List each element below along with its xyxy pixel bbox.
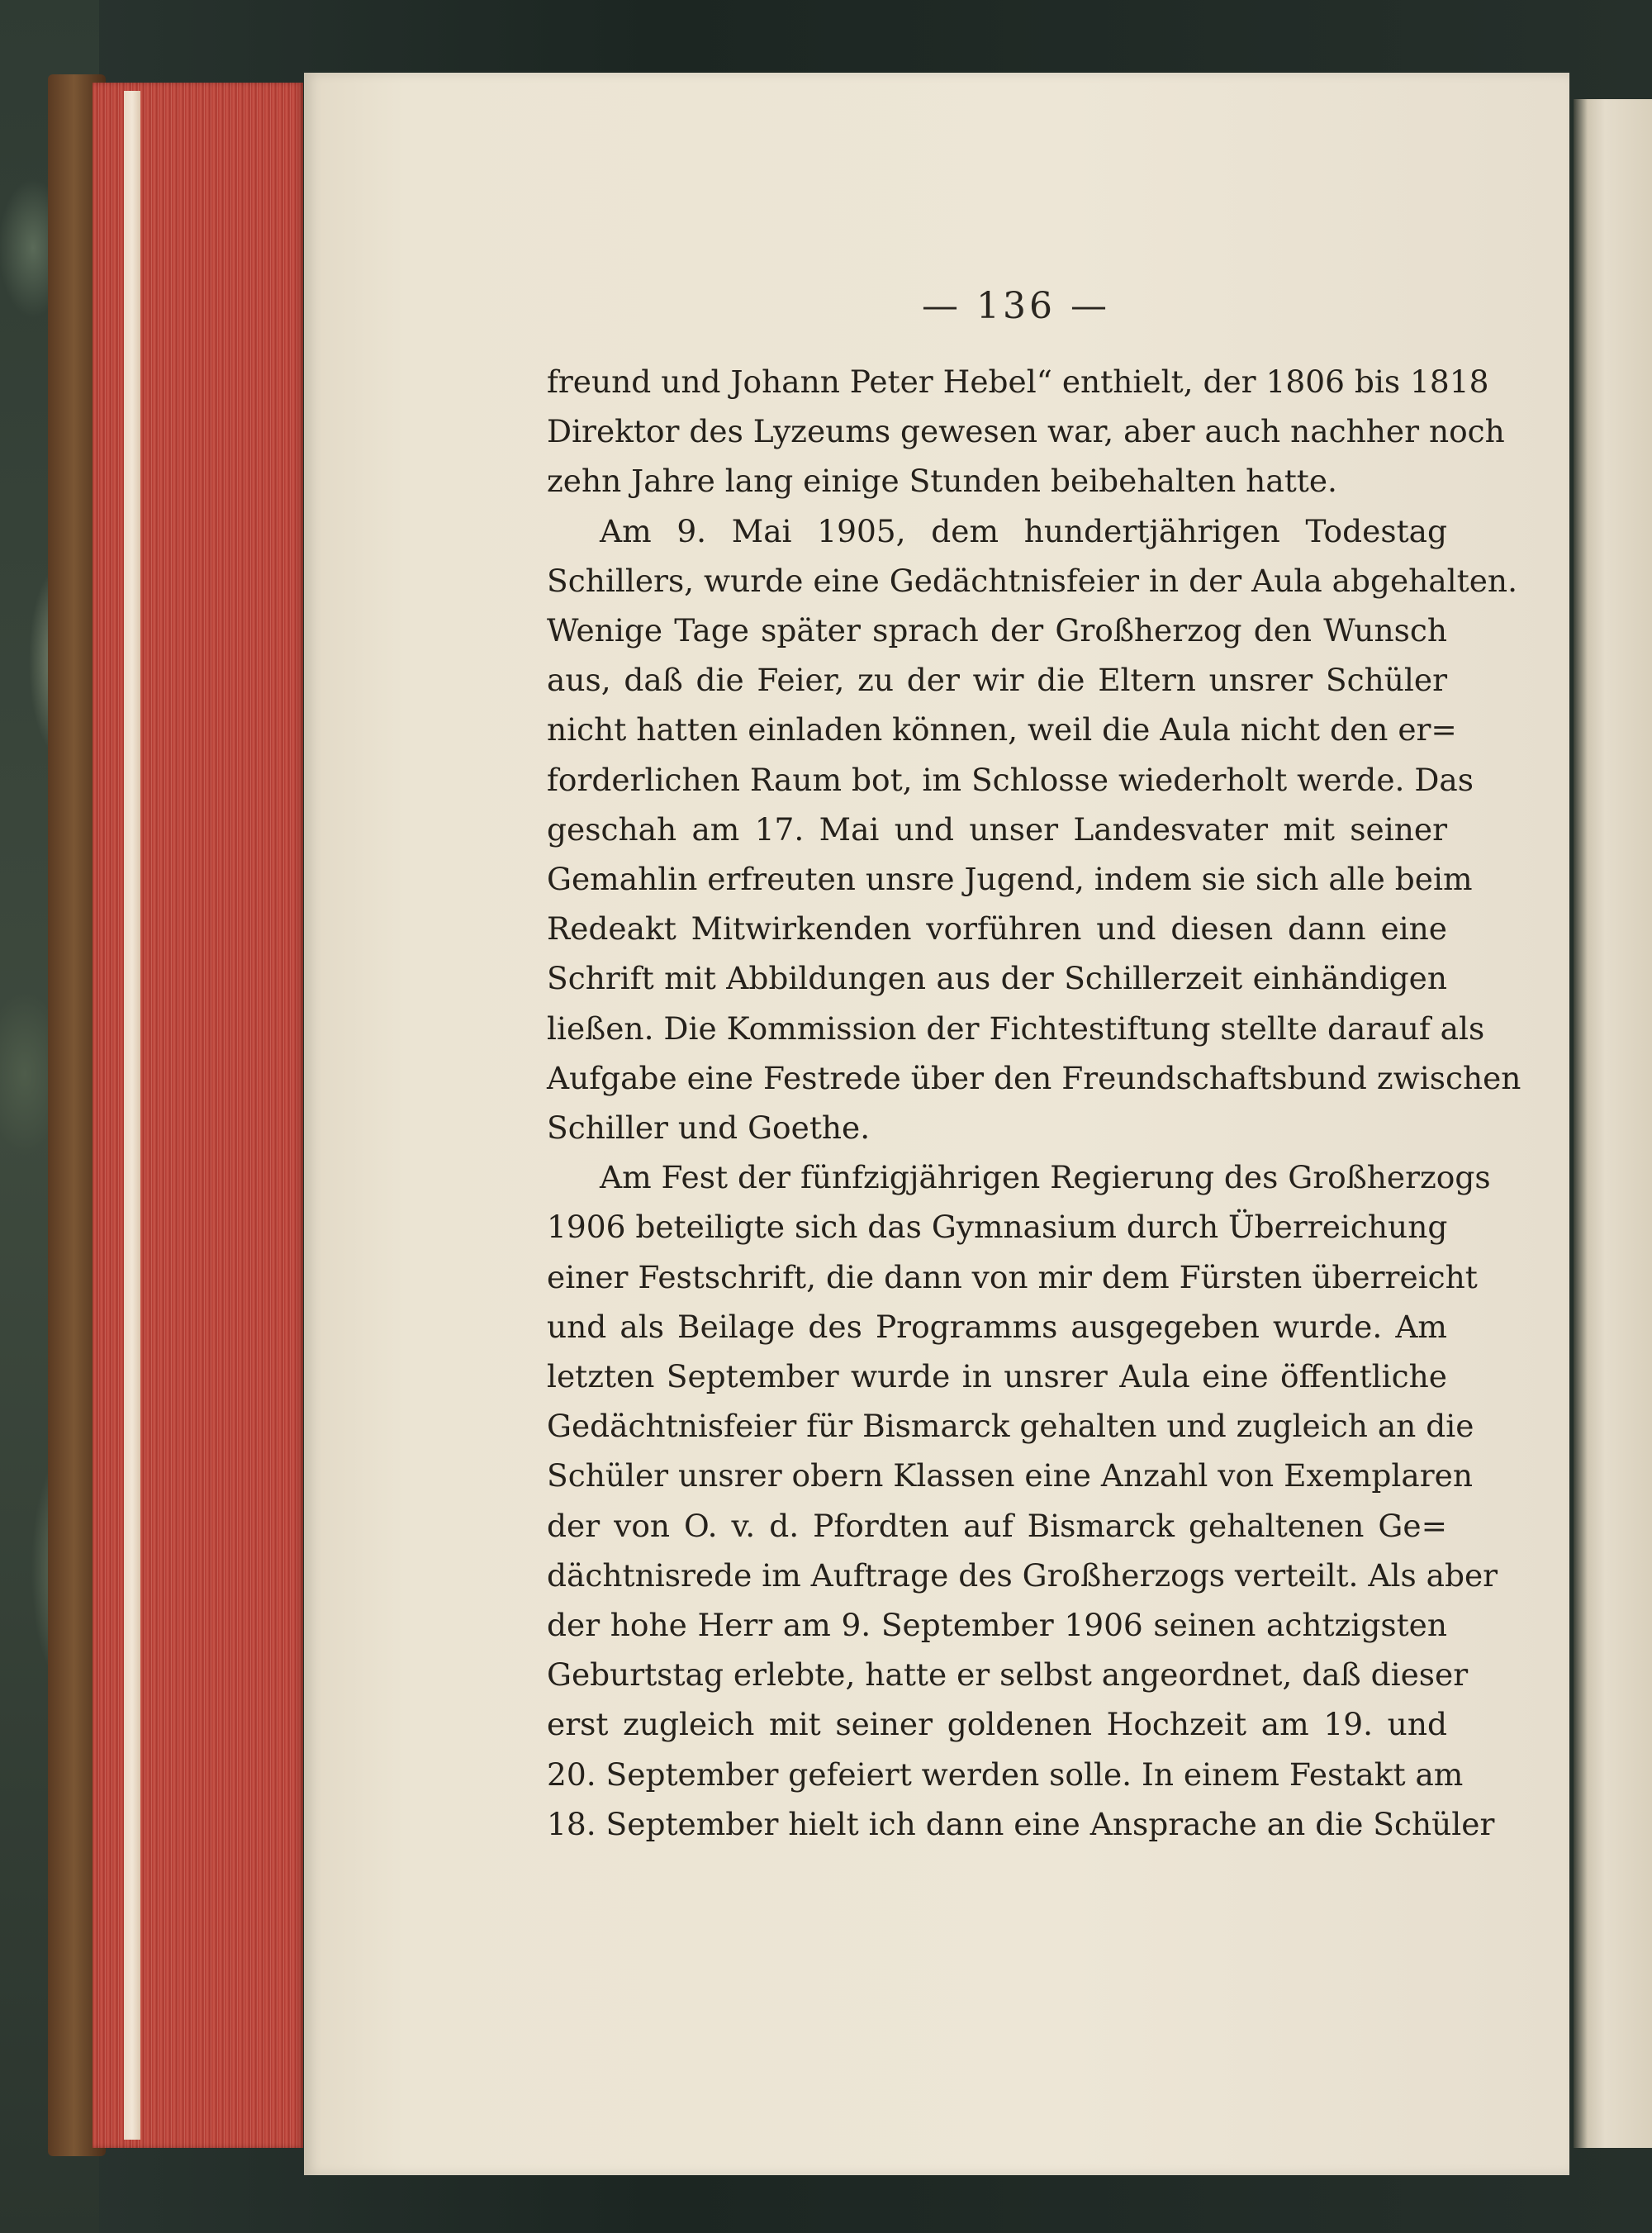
text-line: aus, daß die Feier, zu der wir die Eltern unsrer Schüler: [547, 662, 1447, 699]
text-line: 18. September hielt ich dann eine Ansprache an die Schüler: [547, 1805, 1495, 1842]
text-line: Gedächtnisfeier für Bismarck gehalten und zugleich an die: [547, 1408, 1474, 1445]
text-line: und als Beilage des Programms ausgegeben wurde. Am: [547, 1308, 1447, 1345]
text-line: der hohe Herr am 9. September 1906 seinen achtzigsten: [547, 1607, 1447, 1644]
text-line: 1906 beteiligte sich das Gymnasium durch Überreichung: [547, 1209, 1448, 1246]
text-line: Schiller und Goethe.: [547, 1109, 871, 1147]
text-line: Schillers, wurde eine Gedächtnisfeier in der Aula abgehalten.: [547, 562, 1518, 599]
text-line: Wenige Tage später sprach der Großherzog den Wunsch: [547, 612, 1447, 649]
text-line: Am 9. Mai 1905, dem hundertjährigen Todestag: [600, 512, 1447, 549]
text-line: 20. September gefeiert werden solle. In einem Festakt am: [547, 1756, 1464, 1793]
text-line: dächtnisrede im Auftrage des Großherzogs verteilt. Als aber: [547, 1556, 1498, 1594]
text-line: Direktor des Lyzeums gewesen war, aber auch nachher noch: [547, 413, 1505, 450]
text-line: zehn Jahre lang einige Stunden beibehalten hatte.: [547, 463, 1337, 500]
body-text: [547, 357, 1521, 1849]
text-line: freund und Johann Peter Hebel“ enthielt, der 1806 bis 1818: [547, 363, 1489, 400]
text-line: geschah am 17. Mai und unser Landesvater mit seiner: [547, 810, 1447, 848]
facing-page-edge: [1574, 99, 1652, 2148]
text-line: Geburtstag erlebte, hatte er selbst angeordnet, daß dieser: [547, 1656, 1469, 1694]
text-line: einer Festschrift, die dann von mir dem Fürsten überreicht: [547, 1258, 1478, 1295]
text-line: der von O. v. d. Pfordten auf Bismarck gehaltenen Ge=: [547, 1507, 1447, 1544]
text-line: Schrift mit Abbildungen aus der Schillerzeit einhändigen: [547, 960, 1447, 997]
text-line: Schüler unsrer obern Klassen eine Anzahl von Exemplaren: [547, 1457, 1474, 1494]
text-line: letzten September wurde in unsrer Aula eine öffentliche: [547, 1358, 1447, 1395]
page-number: — 136 —: [922, 285, 1110, 327]
text-line: Am Fest der fünfzigjährigen Regierung des Großherzogs: [600, 1159, 1491, 1196]
text-line: Aufgabe eine Festrede über den Freundschaftsbund zwischen: [547, 1059, 1521, 1096]
text-line: Gemahlin erfreuten unsre Jugend, indem sie sich alle beim: [547, 861, 1473, 898]
page-edge-highlight: [124, 91, 140, 2140]
text-line: ließen. Die Kommission der Fichtestiftung stellte darauf als: [547, 1010, 1485, 1047]
text-line: forderlichen Raum bot, im Schlosse wiederholt werde. Das: [547, 761, 1474, 798]
text-line: nicht hatten einladen können, weil die Aula nicht den er=: [547, 711, 1457, 748]
text-line: erst zugleich mit seiner goldenen Hochzeit am 19. und: [547, 1706, 1447, 1743]
text-line: Redeakt Mitwirkenden vorführen und diesen dann eine: [547, 910, 1447, 948]
